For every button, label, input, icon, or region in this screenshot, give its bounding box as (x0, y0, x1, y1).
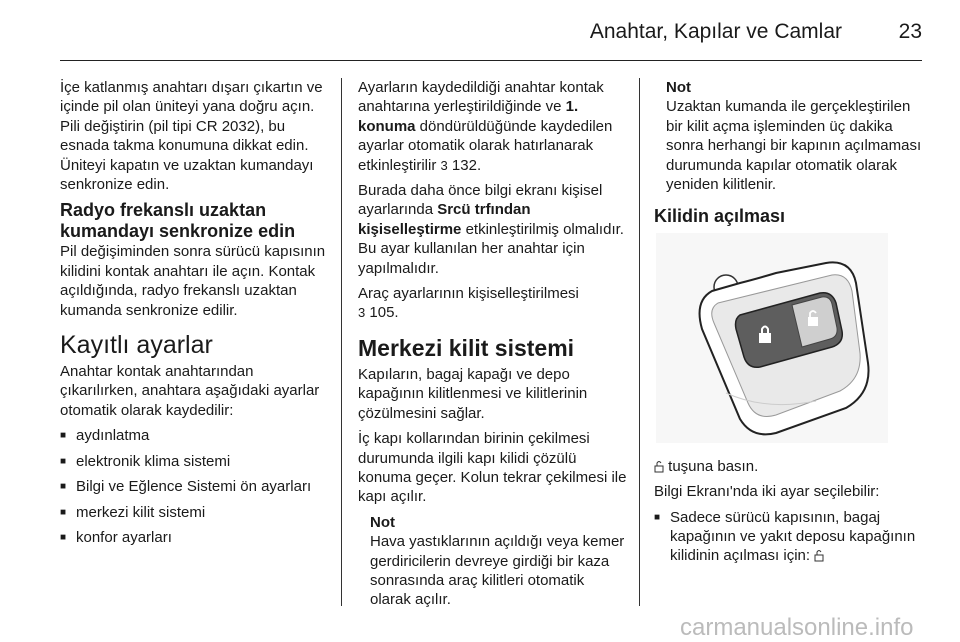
personalization-text: Burada daha önce bilgi ekranı kişisel ayarlarında Srcü trfından kişiselleştirme etkinleştirilmiş olmalıdır. Bu ayar kullanılan her anahtar için yapılmalıdır. (358, 182, 624, 277)
saved-settings-recall: Ayarların kaydedildiği anahtar kontak anahtarına yerleştirildiğinde ve 1. konuma döndürüldüğünde kaydedilen ayarlar otomatik olarak hatırlanarak etkinleştirilir 3 132. (358, 79, 613, 174)
column-divider-1 (341, 78, 342, 606)
note-heading: Not (666, 79, 691, 96)
list-item: ■ konfor ayarları (60, 528, 330, 547)
note-heading: Not (370, 513, 395, 531)
saved-settings-heading: Kayıtlı ayarlar (60, 331, 213, 360)
page-ref-icon: 3 (358, 305, 366, 321)
page-number: 23 (898, 20, 922, 43)
column-1 (60, 78, 330, 553)
vehicle-personalization-ref: Araç ayarlarının kişiselleştirilmesi 3 105. (358, 285, 579, 322)
unlock-icon (654, 460, 664, 473)
watermark: carmanualsonline.info (680, 614, 914, 641)
page-title: Anahtar, Kapılar ve Camlar (589, 20, 842, 43)
column-3 (654, 78, 924, 572)
unlock-icon (814, 549, 824, 562)
press-instruction: tuşuna basın. (654, 457, 924, 476)
saved-settings-list (60, 426, 330, 547)
unlock-heading: Kilidin açılması (654, 206, 786, 227)
list-item: ■ aydınlatma (60, 426, 330, 445)
saved-settings-text: Anahtar kontak anahtarından çıkarılırken, anahtara aşağıdaki ayarlar otomatik olarak kaydedilir: (60, 363, 320, 419)
column-2 (358, 78, 628, 610)
note-text: Uzaktan kumanda ile gerçekleştirilen bir kilit açma işleminden üç dakika sonra herhangi bir kapının açılmaması durumunda kapılar otomatik olarak yeniden kilitlenir. (666, 98, 922, 194)
list-item: ■ merkezi kilit sistemi (60, 503, 330, 522)
note-text: Hava yastıklarının açıldığı veya kemer gerdiricilerin devreye girdiği bir kaza sonrasında araç kilitleri otomatik olarak açılır. (370, 533, 625, 609)
remote-key-illustration (656, 233, 888, 443)
battery-intro: İçe katlanmış anahtarı dışarı çıkartın ve içinde pil olan üniteyi yana doğru açın. Pili değiştirin (pil tipi CR 2032), bu esnada takma konumuna dikkat edin. Üniteyi kapatın ve uzaktan kumandayı senkronize edin. (60, 79, 323, 194)
sync-text: Pil değişiminden sonra sürücü kapısının kilidini kontak anahtarı ile açın. Kontak açıldığında, radyo frekanslı uzaktan kumanda senkronize edilir. (60, 243, 326, 319)
list-item: ■ Sadece sürücü kapısının, bagaj kapağının ve yakıt deposu kapağının kilidinin açılması için: (654, 508, 924, 566)
page-ref-icon: 3 (440, 157, 448, 173)
central-locking-text-2: İç kapı kollarından birinin çekilmesi durumunda ilgili kapı kilidi çözülü konuma geçer. Kolun tekrar çekilmesi ile kapı açılır. (358, 430, 627, 506)
page-header (0, 0, 960, 58)
sync-heading: Radyo frekanslı uzaktan kumandayı senkronize edin (60, 200, 296, 242)
list-item: ■ elektronik klima sistemi (60, 452, 330, 471)
central-locking-text: Kapıların, bagaj kapağı ve depo kapağının kilitlenmesi ve kilitlerinin çözülmesini sağlar. (358, 365, 588, 422)
note-block (654, 78, 924, 194)
info-display-text: Bilgi Ekranı'nda iki ayar seçilebilir: (654, 483, 880, 501)
unlock-options-list (654, 508, 924, 566)
list-item: ■ Bilgi ve Eğlence Sistemi ön ayarları (60, 477, 330, 496)
column-divider-2 (639, 78, 640, 606)
header-divider (60, 60, 922, 61)
note-block (358, 513, 628, 610)
central-locking-heading: Merkezi kilit sistemi (358, 334, 575, 361)
